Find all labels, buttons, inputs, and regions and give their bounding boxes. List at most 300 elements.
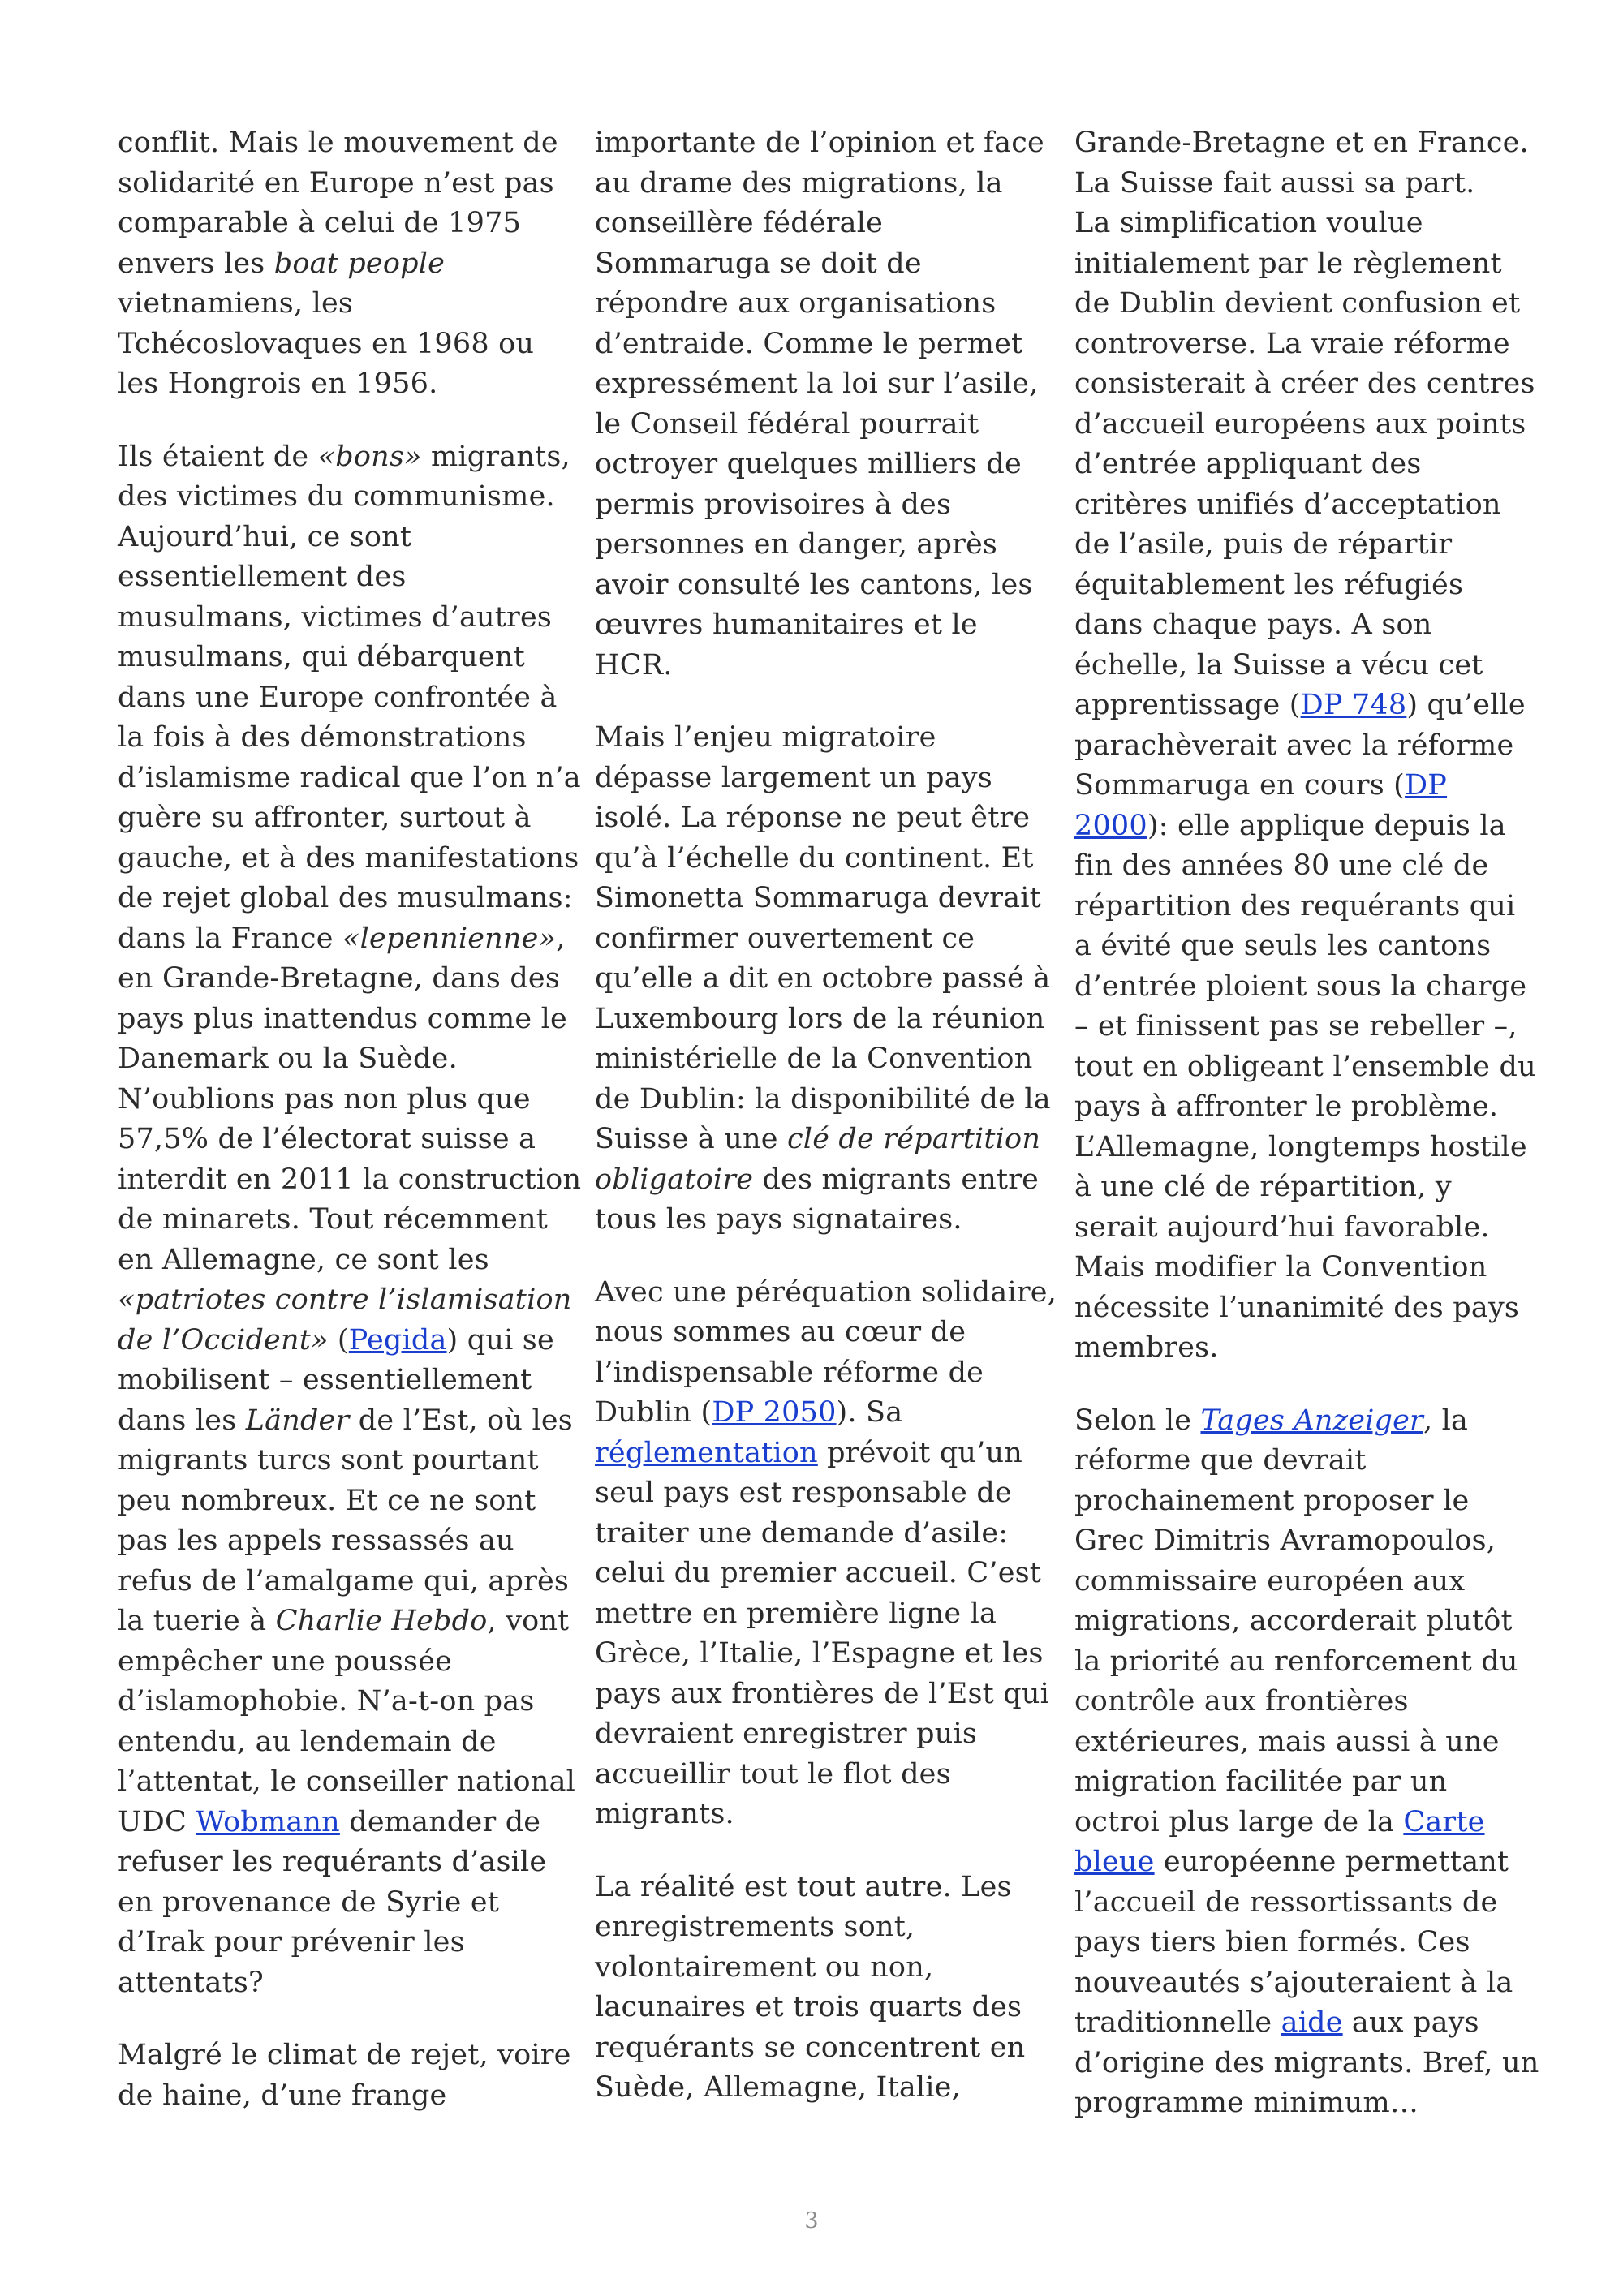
text-line [595, 1434, 1057, 1474]
text-line [118, 1963, 572, 2004]
text-line [1074, 1481, 1537, 1522]
text-run: d’islamophobie. N’a-t-on pas [118, 1685, 535, 1718]
text-run: parachèverait avec la réforme [1074, 729, 1514, 762]
text-run: migrants. [595, 1798, 734, 1830]
text-run: prochainement proposer le [1074, 1484, 1470, 1517]
text-run: d’Irak pour prévenir les [118, 1926, 465, 1958]
text-line [118, 1039, 572, 1080]
text-line [595, 1039, 1057, 1080]
paragraph [1074, 1401, 1537, 2124]
text-line [1074, 1208, 1537, 1249]
text-run: a évité que seuls les cantons [1074, 930, 1492, 962]
text-run: Malgré le climat de rejet, voire [118, 2039, 571, 2071]
text-line [118, 123, 572, 164]
text-run: Tchécoslovaques en 1968 ou [118, 327, 535, 360]
inline-link[interactable]: DP 748 [1300, 689, 1407, 721]
text-line [1074, 485, 1537, 526]
text-run: HCR. [595, 648, 673, 681]
text-run: Dublin ( [595, 1396, 712, 1429]
text-run: ) qui se [446, 1323, 554, 1357]
text-run: personnes en danger, après [595, 528, 998, 561]
text-run: Simonetta Sommaruga devrait [595, 882, 1041, 914]
text-line [595, 1675, 1057, 1715]
text-run: serait aujourd’hui favorable. [1074, 1210, 1490, 1244]
text-run: les Hongrois en 1956. [118, 368, 438, 400]
text-run: d’entrée ploient sous la charge [1074, 970, 1527, 1003]
text-run: au drame des migrations, la [595, 166, 1003, 200]
text-line [1074, 967, 1537, 1008]
italic-text: «patriotes contre l’islamisation [118, 1283, 572, 1316]
text-line [1074, 1842, 1537, 1883]
text-line [595, 839, 1057, 879]
text-line [118, 638, 572, 678]
text-run: mobilisent – essentiellement [118, 1364, 532, 1396]
text-line [595, 164, 1057, 204]
text-run: entendu, au lendemain de [118, 1725, 497, 1758]
text-line [1074, 445, 1537, 485]
text-run: d’islamisme radical que l’on n’a [118, 761, 581, 794]
text-line [1074, 1521, 1537, 1562]
text-line [1074, 1642, 1537, 1683]
text-line [1074, 1401, 1537, 1442]
text-line [1074, 1602, 1537, 1642]
text-line [595, 1200, 1057, 1240]
text-run: l’attentat, le conseiller national [118, 1765, 576, 1798]
text-line [118, 204, 572, 244]
text-line [1074, 2044, 1537, 2084]
inline-link[interactable]: Wobmann [196, 1805, 340, 1838]
text-line [595, 1160, 1057, 1201]
text-run: requérants se concentrent en [595, 2031, 1026, 2064]
text-run: de minarets. Tout récemment [118, 1203, 549, 1236]
text-run: d’accueil européens aux points [1074, 407, 1526, 441]
text-run: de Dublin: la disponibilité de la [595, 1082, 1051, 1116]
text-line [118, 598, 572, 638]
text-line [595, 204, 1057, 244]
text-run: La Suisse fait aussi sa part. [1074, 166, 1475, 200]
text-run: Suisse à une [595, 1123, 787, 1155]
text-line [1074, 123, 1537, 164]
text-line [595, 1473, 1057, 1514]
text-line [1074, 164, 1537, 204]
text-line [118, 477, 572, 518]
text-run: interdit en 2011 la construction [118, 1163, 582, 1196]
text-run: solidarité en Europe n’est pas [118, 166, 554, 200]
text-line [595, 1594, 1057, 1635]
text-run: dans la France [118, 922, 342, 955]
text-line [595, 405, 1057, 445]
text-line [1074, 1762, 1537, 1803]
text-line [1074, 204, 1537, 244]
text-line [595, 879, 1057, 919]
text-line [118, 839, 579, 879]
text-run: européenne permettant [1154, 1846, 1509, 1878]
text-run: accueillir tout le flot des [595, 1757, 951, 1791]
text-run: en Allemagne, ce sont les [118, 1243, 489, 1276]
text-run: commissaire européen aux [1074, 1564, 1466, 1597]
text-run: pays aux frontières de l’Est qui [595, 1677, 1050, 1710]
inline-link[interactable]: Carte [1403, 1805, 1485, 1838]
text-run: empêcher une poussée [118, 1645, 453, 1678]
text-line [595, 798, 1057, 839]
text-line [595, 1554, 1057, 1594]
text-run: initialement par le règlement [1074, 247, 1502, 280]
text-line [1074, 887, 1537, 927]
text-line [118, 879, 572, 919]
text-line [118, 1762, 576, 1803]
text-line [118, 798, 572, 839]
text-line [118, 919, 572, 960]
text-line [118, 759, 581, 799]
text-line [1074, 686, 1537, 726]
text-line [595, 1948, 1057, 1989]
text-line [595, 1393, 1057, 1434]
text-line [595, 485, 1057, 526]
text-run: , vont [487, 1605, 570, 1637]
paragraph [595, 718, 1057, 1240]
text-run: la fois à des démonstrations [118, 721, 527, 754]
text-run: de Dublin devient confusion et [1074, 287, 1521, 320]
text-line [595, 1907, 1057, 1948]
text-run: refuser les requérants d’asile [118, 1846, 547, 1878]
text-run: Sommaruga en cours ( [1074, 769, 1406, 802]
text-run: avoir consulté les cantons, les [595, 568, 1033, 601]
text-column-2 [595, 123, 1057, 2141]
text-line [118, 1722, 572, 1763]
text-line [118, 1521, 572, 1562]
text-line [118, 325, 572, 365]
text-run: tous les pays signataires. [595, 1203, 962, 1236]
text-run: programme minimum… [1074, 2087, 1419, 2119]
text-run: enregistrements sont, [595, 1911, 915, 1943]
text-line [595, 244, 1057, 285]
text-line [595, 646, 1057, 686]
text-line [1074, 1803, 1537, 1843]
text-run: qu’à l’échelle du continent. Et [595, 841, 1034, 875]
italic-text: obligatoire [595, 1163, 754, 1196]
text-run: apprentissage ( [1074, 689, 1301, 721]
text-run: La réalité est tout autre. Les [595, 1870, 1012, 1903]
text-run: 57,5% de l’électorat suisse a [118, 1123, 536, 1155]
text-run: œuvres humanitaires et le [595, 608, 978, 641]
text-run: pas les appels ressassés au [118, 1524, 514, 1557]
text-line [118, 718, 572, 759]
text-line [1074, 806, 1537, 847]
text-line [595, 1755, 1057, 1795]
text-line [595, 1988, 1057, 2028]
text-run: guère su affronter, surtout à [118, 802, 532, 834]
text-run: importante de l’opinion et face [595, 127, 1044, 159]
text-line [118, 1200, 572, 1240]
text-run: permis provisoires à des [595, 488, 952, 521]
text-run: Aujourd’hui, ce sont [118, 520, 412, 553]
text-line [118, 1842, 572, 1883]
text-run: Grande-Bretagne et en France. [1074, 127, 1529, 159]
text-run: des migrants entre [753, 1163, 1040, 1196]
paragraph [595, 123, 1057, 686]
text-line [1074, 927, 1537, 967]
text-line [1074, 605, 1537, 646]
italic-text: Charlie Hebdo [275, 1605, 488, 1637]
text-run: migrants turcs sont pourtant [118, 1444, 539, 1477]
text-run: comparable à celui de 1975 [118, 207, 522, 239]
text-line [118, 284, 572, 325]
text-line [118, 678, 572, 719]
text-run: migration facilitée par un [1074, 1765, 1448, 1798]
italic-text: Länder [245, 1404, 350, 1437]
text-line [118, 2076, 572, 2117]
text-line [1074, 1128, 1537, 1168]
page-number: 3 [804, 2208, 819, 2234]
text-run: l’indispensable réforme de [595, 1356, 984, 1389]
text-line [1074, 1963, 1537, 2004]
text-run: Mais l’enjeu migratoire [595, 721, 936, 754]
text-run: répondre aux organisations [595, 287, 997, 320]
text-line [118, 1280, 572, 1321]
inline-link[interactable]: DP [1405, 769, 1448, 802]
text-line [1074, 1087, 1537, 1128]
text-line [1074, 1441, 1537, 1481]
italic-text: de l’Occident» [118, 1323, 329, 1357]
text-line [595, 364, 1057, 405]
text-line [1074, 646, 1537, 686]
inline-link[interactable]: bleue [1074, 1846, 1155, 1878]
text-run: équitablement les réfugiés [1074, 568, 1464, 601]
text-line [1074, 1007, 1537, 1047]
text-run: ministérielle de la Convention [595, 1043, 1033, 1075]
text-run: Avec une péréquation solidaire, [595, 1275, 1057, 1309]
text-run: octroi plus large de la [1074, 1805, 1404, 1838]
text-run: traiter une demande d’asile: [595, 1516, 1009, 1550]
text-run: N’oublions pas non plus que [118, 1082, 531, 1116]
text-run: isolé. La réponse ne peut être [595, 802, 1031, 834]
text-run: demander de [339, 1805, 541, 1838]
text-run: fin des années 80 une clé de [1074, 849, 1489, 882]
text-run: prévoit qu’un [817, 1436, 1022, 1469]
text-run: de haine, d’une frange [118, 2079, 447, 2112]
text-run: nous sommes au cœur de [595, 1316, 966, 1348]
text-line [595, 565, 1057, 606]
paragraph [118, 123, 572, 405]
text-run: nouveautés s’ajouteraient à la [1074, 1966, 1513, 1999]
text-run: critères unifiés d’acceptation [1074, 488, 1501, 521]
text-line [595, 2068, 1057, 2109]
text-run: qu’elle a dit en octobre passé à [595, 962, 1051, 995]
text-run: pays plus inattendus comme le [118, 1002, 567, 1035]
paragraph [595, 1868, 1057, 2109]
text-run: Grèce, l’Italie, l’Espagne et les [595, 1637, 1044, 1670]
text-line [1074, 1883, 1537, 1924]
text-line [1074, 405, 1537, 445]
text-run: vietnamiens, les [118, 287, 354, 320]
text-run: conseillère fédérale [595, 207, 884, 239]
italic-text: boat people [273, 247, 446, 280]
text-run: expressément la loi sur l’asile, [595, 368, 1039, 400]
text-line [1074, 325, 1537, 365]
text-run: dans une Europe confrontée à [118, 681, 558, 714]
text-line [1074, 726, 1537, 767]
text-line [1074, 846, 1537, 887]
text-line [595, 605, 1057, 646]
text-line [118, 1321, 572, 1361]
text-run: d’entraide. Comme le permet [595, 327, 1023, 360]
text-line [595, 284, 1057, 325]
text-run: ). Sa [836, 1396, 903, 1429]
text-column-1 [118, 123, 582, 2148]
text-run: Ils étaient de [118, 440, 318, 473]
text-run: en provenance de Syrie et [118, 1885, 499, 1919]
text-line [595, 1795, 1057, 1835]
text-run: , la [1423, 1404, 1469, 1437]
italic-text: «bons» [317, 440, 422, 473]
inline-link[interactable]: réglementation [595, 1436, 818, 1469]
text-run: musulmans, qui débarquent [118, 641, 525, 673]
text-run: de rejet global des musulmans: [118, 882, 573, 914]
text-line [595, 759, 1057, 799]
text-line [595, 1868, 1057, 1908]
text-line [1074, 364, 1537, 405]
text-line [595, 445, 1057, 485]
text-line [1074, 1167, 1537, 1208]
text-run: ): elle applique depuis la [1147, 809, 1506, 842]
text-run: devraient enregistrer puis [595, 1718, 978, 1750]
inline-link[interactable]: Pegida [348, 1323, 447, 1357]
text-run: la priorité au renforcement du [1074, 1645, 1518, 1678]
text-run: , [556, 922, 566, 955]
text-line [595, 1273, 1057, 1314]
text-line [118, 1361, 572, 1401]
text-run: Selon le [1074, 1404, 1201, 1437]
text-run: nécessite l’unanimité des pays [1074, 1291, 1520, 1324]
text-line [595, 718, 1057, 759]
inline-link[interactable]: aide [1281, 2006, 1343, 2039]
text-run: migrations, accorderait plutôt [1074, 1605, 1513, 1637]
text-run: traditionnelle [1074, 2006, 1281, 2039]
text-run: pays tiers bien formés. Ces [1074, 1926, 1470, 1958]
text-line [118, 1562, 572, 1602]
text-run: essentiellement des [118, 561, 407, 593]
text-line [118, 1682, 572, 1722]
text-line [118, 1883, 572, 1924]
text-line [118, 1642, 572, 1683]
text-run: confirmer ouvertement ce [595, 922, 975, 955]
text-run: de l’Est, où les [349, 1404, 573, 1437]
text-run: à une clé de répartition, y [1074, 1171, 1452, 1203]
text-line [118, 1401, 572, 1442]
text-run: refus de l’amalgame qui, après [118, 1564, 570, 1597]
text-line [118, 1240, 572, 1281]
text-line [1074, 766, 1537, 806]
text-line [118, 518, 572, 558]
text-run: dépasse largement un pays [595, 761, 992, 794]
text-line [1074, 1682, 1537, 1722]
text-run: contrôle aux frontières [1074, 1685, 1409, 1718]
text-line [1074, 525, 1537, 565]
text-line [1074, 1248, 1537, 1288]
text-run: Sommaruga se doit de [595, 247, 922, 280]
text-line [118, 1923, 572, 1963]
text-run: des victimes du communisme. [118, 480, 555, 513]
text-line [595, 325, 1057, 365]
italic-text: «lepennienne» [342, 922, 557, 955]
italic-text: clé de répartition [787, 1123, 1041, 1155]
text-line [595, 2028, 1057, 2069]
text-run: pays à affronter le problème. [1074, 1090, 1499, 1123]
text-run: octroyer quelques milliers de [595, 448, 1022, 480]
text-run: L’Allemagne, longtemps hostile [1074, 1130, 1527, 1163]
text-line [1074, 1328, 1537, 1369]
text-line [595, 123, 1057, 164]
text-run: l’accueil de ressortissants de [1074, 1885, 1498, 1919]
text-run: extérieures, mais aussi à une [1074, 1725, 1500, 1758]
text-run: UDC [118, 1805, 196, 1838]
text-line [118, 1602, 572, 1642]
text-run: échelle, la Suisse a vécu cet [1074, 648, 1483, 681]
text-run: tout en obligeant l’ensemble du [1074, 1050, 1536, 1083]
text-line [118, 1120, 572, 1160]
text-run: ) qu’elle [1406, 689, 1526, 721]
text-line [1074, 1562, 1537, 1602]
text-line [595, 1714, 1057, 1755]
text-line [1074, 284, 1537, 325]
text-line [595, 1313, 1057, 1353]
text-run: peu nombreux. Et ce ne sont [118, 1484, 536, 1517]
text-line [595, 919, 1057, 960]
text-line [595, 1120, 1057, 1160]
paragraph [595, 1273, 1057, 1835]
text-line [118, 1803, 572, 1843]
text-line [118, 1080, 572, 1120]
text-run: gauche, et à des manifestations [118, 841, 579, 875]
text-line [118, 364, 572, 405]
text-line [595, 959, 1057, 1000]
text-line [118, 244, 572, 285]
text-run: celui du premier accueil. C’est [595, 1557, 1042, 1589]
text-run: réforme que devrait [1074, 1444, 1367, 1477]
text-line [118, 1160, 582, 1201]
text-line [1074, 244, 1537, 285]
text-run: Suède, Allemagne, Italie, [595, 2071, 961, 2104]
text-run: – et finissent pas se rebeller –, [1074, 1010, 1518, 1043]
text-line [1074, 1288, 1537, 1329]
text-line [118, 959, 572, 1000]
text-run: consisterait à créer des centres [1074, 368, 1535, 400]
text-line [118, 437, 572, 478]
text-run: volontairement ou non, [595, 1950, 934, 1984]
text-line [118, 1481, 572, 1522]
text-run: de l’asile, puis de répartir [1074, 528, 1453, 561]
text-line [118, 557, 572, 598]
text-run: répartition des requérants qui [1074, 889, 1516, 922]
text-run: Danemark ou la Suède. [118, 1043, 458, 1075]
inline-link[interactable]: Tages Anzeiger [1200, 1404, 1423, 1437]
text-run: Luxembourg lors de la réunion [595, 1002, 1045, 1035]
text-run: d’entrée appliquant des [1074, 448, 1422, 480]
inline-link[interactable]: DP 2050 [712, 1396, 837, 1429]
text-line [1074, 1923, 1537, 1963]
text-run: Mais modifier la Convention [1074, 1251, 1487, 1283]
text-run: controverse. La vraie réforme [1074, 327, 1510, 360]
inline-link[interactable]: 2000 [1074, 809, 1147, 842]
text-line [118, 1441, 572, 1481]
text-line [1074, 1047, 1537, 1088]
text-run: en Grande-Bretagne, dans des [118, 962, 561, 995]
text-line [595, 525, 1057, 565]
text-line [1074, 565, 1537, 606]
text-run: d’origine des migrants. Bref, un [1074, 2046, 1539, 2079]
text-run: Grec Dimitris Avramopoulos, [1074, 1524, 1496, 1557]
text-run: lacunaires et trois quarts des [595, 1991, 1022, 2023]
